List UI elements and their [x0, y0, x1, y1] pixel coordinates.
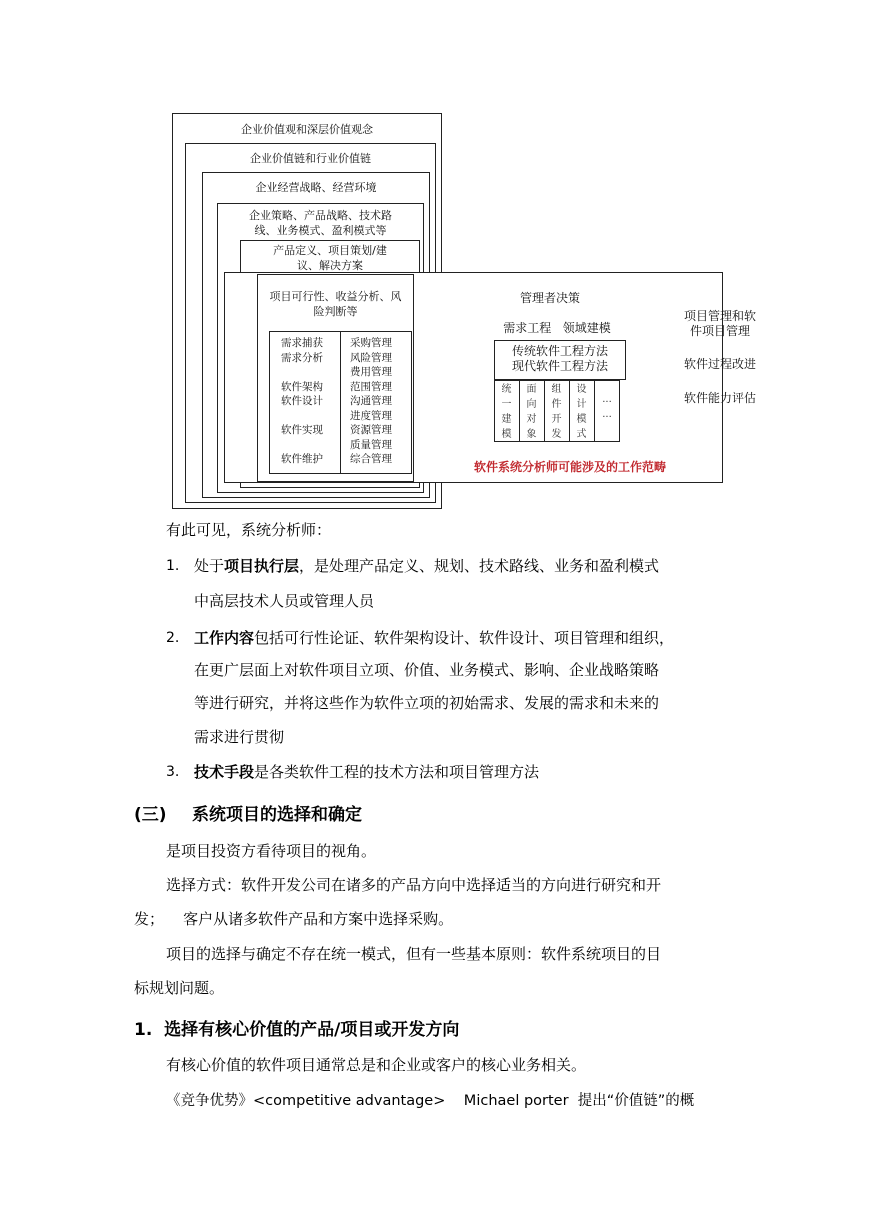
paragraph: 选择方式：软件开发公司在诸多的产品方向中选择适当的方向进行研究和开	[166, 876, 662, 894]
scope-diagram	[0, 0, 869, 515]
list-emphasis: 技术手段	[194, 763, 255, 781]
list-item-1-cont: 中高层技术人员或管理人员	[194, 592, 375, 610]
list-item-2-cont: 需求进行贯彻	[194, 728, 285, 746]
dev-activities: 需求捕获 需求分析 软件架构 软件设计 软件实现 软件维护	[281, 337, 323, 465]
list-item-2-cont: 等进行研究，并将这些作为软件立项的初始需求、发展的需求和未来的	[194, 694, 660, 712]
paragraph: 《竞争优势》<competitive advantage> Michael porter 提出“价值链”的概	[166, 1093, 695, 1109]
list-emphasis: 项目执行层	[224, 557, 300, 575]
list-text: 包括可行性论证、软件架构设计、软件设计、项目管理和组织，	[254, 629, 675, 647]
section-heading: 系统项目的选择和确定	[192, 805, 362, 825]
list-number: 2.	[166, 630, 180, 646]
list-text: ，是处理产品定义、规划、技术路线、业务和盈利模式	[299, 557, 660, 575]
list-text: 是各类软件工程的技术方法和项目管理方法	[254, 763, 540, 781]
list-number: 1.	[166, 558, 180, 574]
layer-label-3: 企业经营战略、经营环境	[255, 181, 377, 194]
side-label-spi: 软件过程改进	[683, 357, 756, 371]
section-number: (三)	[134, 805, 167, 825]
side-label-cmm: 软件能力评估	[683, 391, 756, 405]
approach-cell: ... ...	[602, 394, 612, 420]
activity-divider	[340, 331, 341, 474]
feasibility-label: 项目可行性、收益分析、风 险判断等	[269, 290, 402, 318]
side-label-pm: 项目管理和软 件项目管理	[683, 309, 756, 338]
paragraph: 标规划问题。	[134, 979, 225, 997]
list-text: 处于	[194, 557, 225, 575]
paragraph: 发； 客户从诸多软件产品和方案中选择采购。	[134, 910, 454, 928]
approach-cell: 统 一 建 模	[501, 384, 512, 440]
approach-cell: 面 向 对 象	[526, 384, 537, 440]
intro-paragraph: 有此可见，系统分析师：	[166, 521, 332, 539]
subsection-heading: 1. 选择有核心价值的产品/项目或开发方向	[134, 1020, 460, 1040]
layer-label-5: 产品定义、项目策划/建 议、解决方案	[273, 244, 387, 272]
approach-cell: 组 件 开 发	[551, 384, 562, 440]
list-item-2-cont: 在更广层面上对软件项目立项、价值、业务模式、影响、企业战略策略	[194, 661, 660, 679]
list-item-1	[194, 555, 659, 577]
methods-label: 传统软件工程方法 现代软件工程方法	[511, 344, 608, 373]
mgmt-activities: 采购管理 风险管理 费用管理 范围管理 沟通管理 进度管理 资源管理 质量管理 综合管理	[350, 337, 392, 465]
req-eng-label: 需求工程 领域建模	[503, 321, 611, 335]
list-number: 3.	[166, 764, 180, 780]
diagram-caption: 软件系统分析师可能涉及的工作范畴	[473, 460, 666, 474]
manager-decision-label: 管理者决策	[519, 291, 580, 305]
layer-label-4: 企业策略、产品战略、技术路 线、业务模式、盈利模式等	[249, 209, 392, 237]
paragraph: 是项目投资方看待项目的视角。	[166, 842, 377, 860]
list-item-3	[194, 761, 539, 783]
approach-cell: 设 计 模 式	[576, 384, 587, 440]
paragraph: 项目的选择与确定不存在统一模式，但有一些基本原则：软件系统项目的目	[166, 945, 662, 963]
layer-label-1: 企业价值观和深层价值观念	[241, 123, 373, 136]
list-emphasis: 工作内容	[194, 629, 255, 647]
paragraph: 有核心价值的软件项目通常总是和企业或客户的核心业务相关。	[166, 1056, 587, 1074]
list-item-2	[194, 627, 674, 649]
layer-label-2: 企业价值链和行业价值链	[250, 152, 371, 165]
